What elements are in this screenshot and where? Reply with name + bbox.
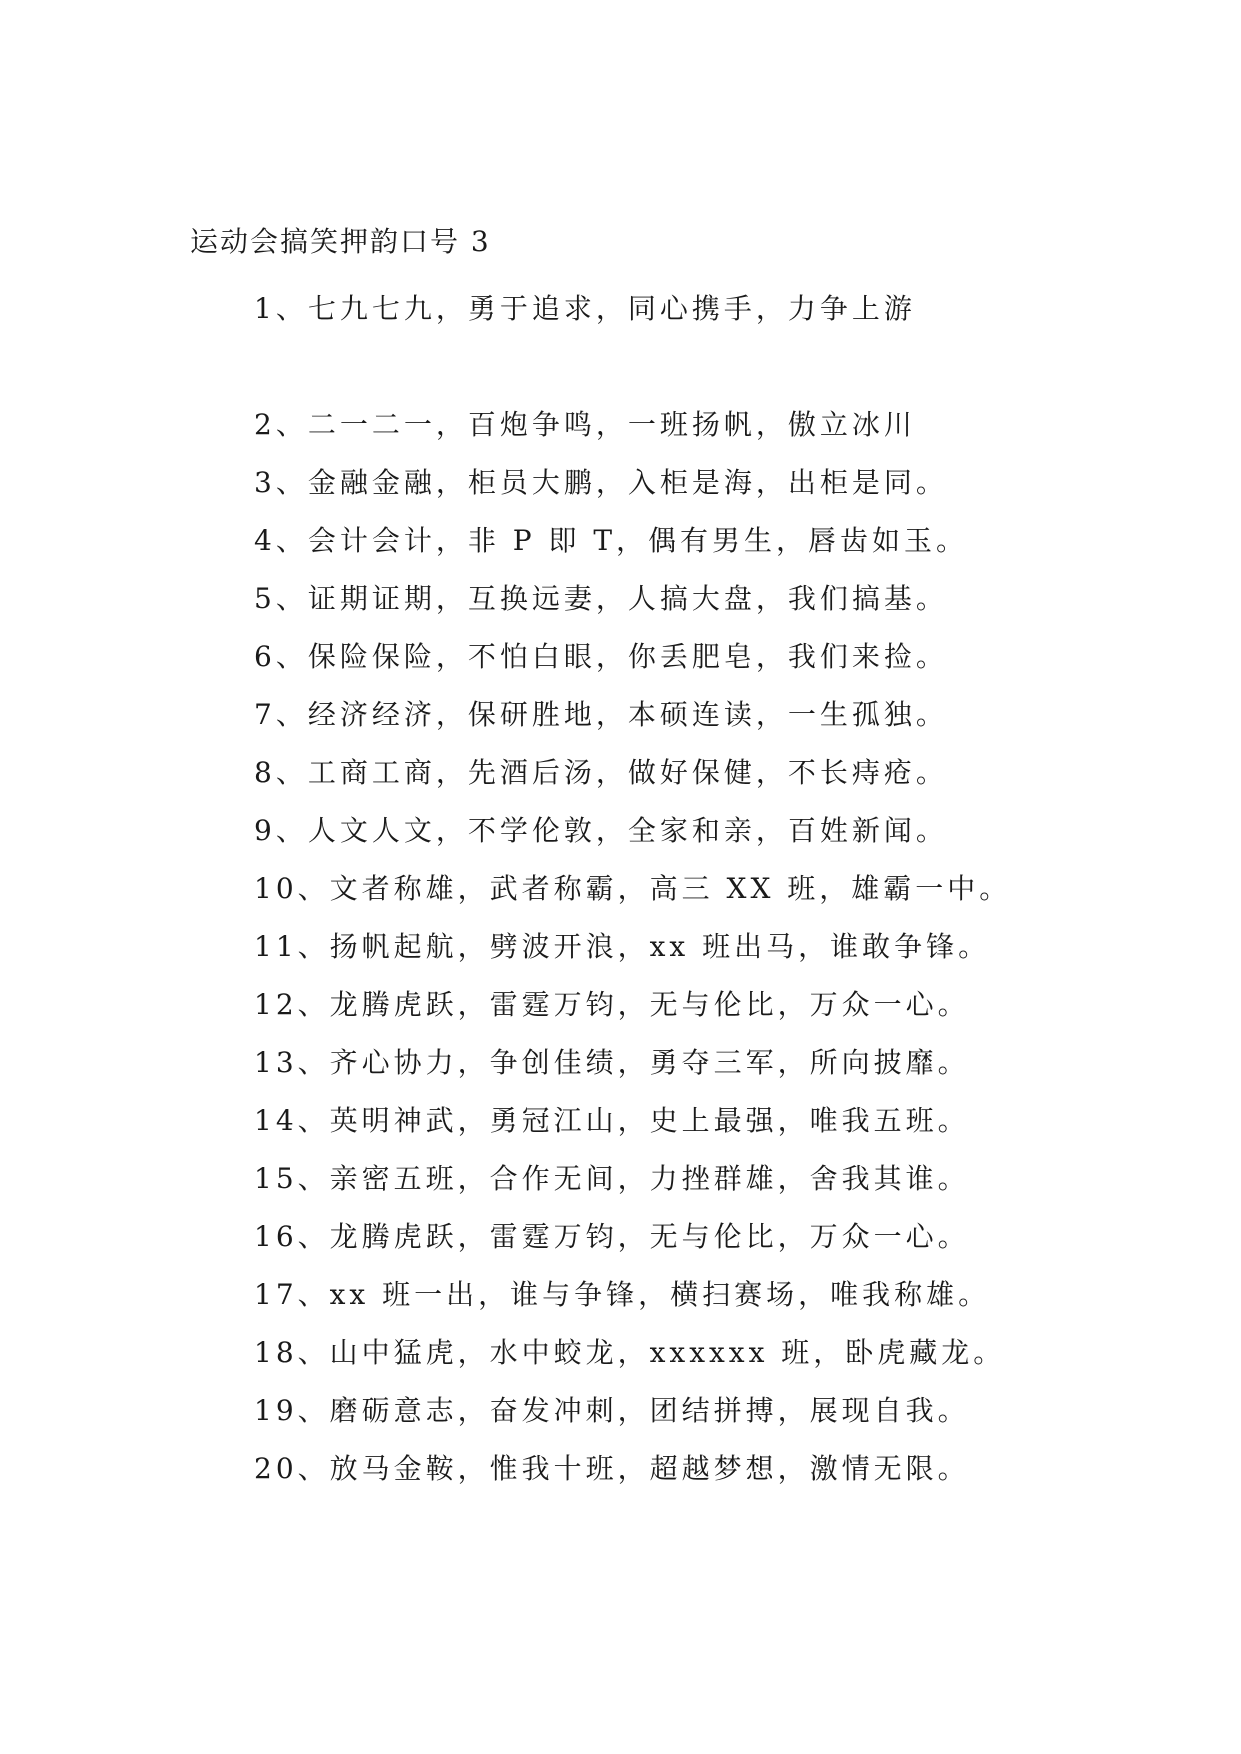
slogan-item: 5、证期证期，互换远妻，人搞大盘，我们搞基。 bbox=[254, 582, 948, 615]
slogan-item: 17、xx 班一出，谁与争锋，横扫赛场，唯我称雄。 bbox=[254, 1278, 991, 1311]
slogan-item: 12、龙腾虎跃，雷霆万钧，无与伦比，万众一心。 bbox=[254, 988, 970, 1021]
slogan-item: 16、龙腾虎跃，雷霆万钧，无与伦比，万众一心。 bbox=[254, 1220, 970, 1253]
slogan-item: 18、山中猛虎，水中蛟龙，xxxxxx 班，卧虎藏龙。 bbox=[254, 1336, 1006, 1369]
document-title: 运动会搞笑押韵口号 3 bbox=[190, 225, 491, 258]
slogan-item: 7、经济经济，保研胜地，本硕连读，一生孤独。 bbox=[254, 698, 948, 731]
slogan-item: 11、扬帆起航，劈波开浪，xx 班出马，谁敢争锋。 bbox=[254, 930, 991, 963]
slogan-item: 13、齐心协力，争创佳绩，勇夺三军，所向披靡。 bbox=[254, 1046, 970, 1079]
slogan-item: 15、亲密五班，合作无间，力挫群雄，舍我其谁。 bbox=[254, 1162, 970, 1195]
slogan-item: 1、七九七九，勇于追求，同心携手，力争上游 bbox=[254, 292, 916, 325]
slogan-item: 2、二一二一，百炮争鸣，一班扬帆，傲立冰川 bbox=[254, 408, 916, 441]
slogan-item: 10、文者称雄，武者称霸，高三 XX 班，雄霸一中。 bbox=[254, 872, 1012, 905]
slogan-item: 14、英明神武，勇冠江山，史上最强，唯我五班。 bbox=[254, 1104, 970, 1137]
slogan-item: 4、会计会计，非 P 即 T，偶有男生，唇齿如玉。 bbox=[254, 524, 969, 557]
slogan-item: 20、放马金鞍，惟我十班，超越梦想，激情无限。 bbox=[254, 1452, 970, 1485]
slogan-list bbox=[254, 280, 1014, 1498]
slogan-item: 6、保险保险，不怕白眼，你丢肥皂，我们来捡。 bbox=[254, 640, 948, 673]
slogan-item: 8、工商工商，先酒后汤，做好保健，不长痔疮。 bbox=[254, 756, 948, 789]
slogan-item: 9、人文人文，不学伦敦，全家和亲，百姓新闻。 bbox=[254, 814, 948, 847]
slogan-item: 3、金融金融，柜员大鹏，入柜是海，出柜是同。 bbox=[254, 466, 948, 499]
slogan-item: 19、磨砺意志，奋发冲刺，团结拼搏，展现自我。 bbox=[254, 1394, 970, 1427]
